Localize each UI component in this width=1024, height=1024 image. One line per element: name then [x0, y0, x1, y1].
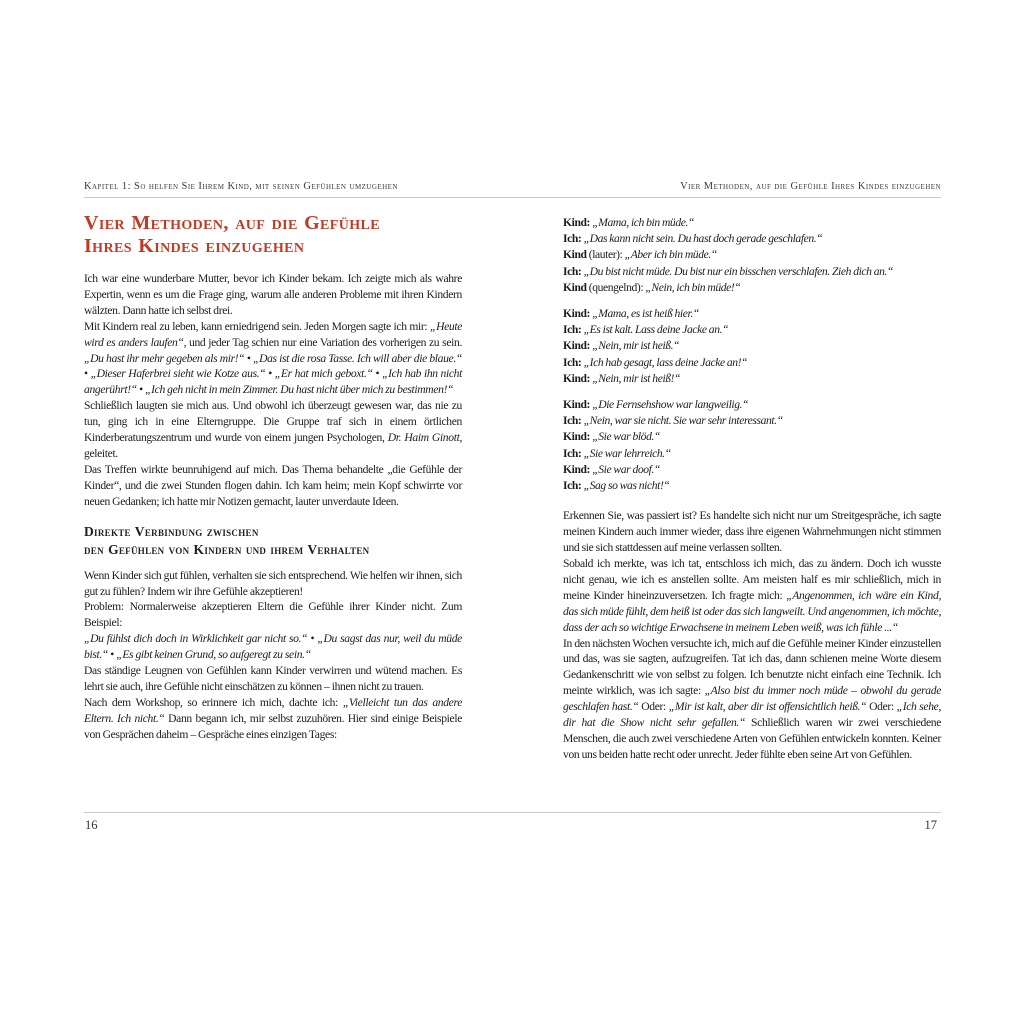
dialogue-line: Kind (lauter): „Aber ich bin müde.“ [563, 248, 717, 262]
body-paragraph: Mit Kindern real zu leben, kann erniedrigend sein. Jeden Morgen sagte ich mir: „Heute wird es anders laufen“, und jeder Tag schien nur eine Variation des vorherigen zu sein. „Du hast ihr mehr gegeben als mir!“ • „Das ist die rosa Tasse. Ich will aber die blaue.“ • „Dieser Haferbrei sieht wie Kotze aus.“ • „Er hat mich geboxt.“ • „Ich hab ihn nicht angerührt!“ • „Ich geh nicht in mein Zimmer. Du hast nicht über mich zu bestimmen!“ [84, 319, 462, 397]
running-header-row [84, 181, 941, 192]
section-subheading-line-2: den Gefühlen von Kindern und ihrem Verhalten [84, 542, 370, 558]
body-paragraph: Problem: Normalerweise akzeptieren Eltern die Gefühle ihrer Kinder nicht. Zum Beispiel: [84, 600, 462, 630]
dialogue-block [563, 306, 941, 387]
header-rule [84, 197, 941, 198]
body-paragraph: Wenn Kinder sich gut fühlen, verhalten sie sich entsprechend. Wie helfen wir ihnen, sich gut zu fühlen? Indem wir ihre Gefühle akzeptieren! [84, 568, 462, 598]
body-paragraph: „Du fühlst dich doch in Wirklichkeit gar nicht so.“ • „Du sagst das nur, weil du müde bist.“ • „Es gibt keinen Grund, so aufgeregt zu sein.“ [84, 632, 462, 662]
dialogue-block [563, 397, 941, 494]
running-header-left: Kapitel 1: So helfen Sie Ihrem Kind, mit seinen Gefühlen umzugehen [84, 181, 398, 192]
dialogue-line: Ich: „Du bist nicht müde. Du bist nur ein bisschen verschlafen. Zieh dich an.“ [563, 264, 894, 278]
dialogue-line: Ich: „Es ist kalt. Lass deine Jacke an.“ [563, 323, 729, 337]
dialogue-line: Ich: „Ich hab gesagt, lass deine Jacke an!“ [563, 355, 748, 369]
body-paragraph: Das ständige Leugnen von Gefühlen kann Kinder verwirren und wütend machen. Es lehrt sie auch, ihre Gefühle nicht einschätzen zu können – ihnen nicht zu trauen. [84, 664, 462, 693]
body-paragraph: Erkennen Sie, was passiert ist? Es handelte sich nicht nur um Streitgespräche, ich sagte meinen Kindern auch immer wieder, dass ihre eigenen Wahrnehmungen nicht stimmen und sie sich stattdessen auf meine verlassen sollten. [563, 509, 941, 555]
page-number-right: 17 [924, 818, 937, 832]
body-paragraph: Nach dem Workshop, so erinnere ich mich, dachte ich: „Vielleicht tun das andere Eltern. Ich nicht.“ Dann begann ich, mir selbst zuzuhören. Hier sind einige Beispiele von Gesprächen daheim – Gespräche eines einzigen Tages: [84, 695, 462, 741]
dialogue-line: Ich: „Das kann nicht sein. Du hast doch gerade geschlafen.“ [563, 232, 823, 246]
dialogue-line: Kind: „Sie war blöd.“ [563, 430, 661, 444]
dialogue-line: Kind (quengelnd): „Nein, ich bin müde!“ [563, 280, 741, 294]
dialogue-line: Ich: „Sie war lehrreich.“ [563, 446, 671, 460]
dialogue-line: Kind: „Mama, es ist heiß hier.“ [563, 307, 699, 321]
dialogue-block [563, 215, 941, 296]
footer-rule [84, 812, 941, 813]
right-page-paragraphs [563, 508, 941, 763]
body-paragraph: In den nächsten Wochen versuchte ich, mich auf die Gefühle meiner Kinder einzustellen und das, was sie sagten, aufzugreifen. Tat ich das, dann schienen meine Worte diesem Gedankenschritt wie von selbst zu folgen. Ich benutzte nicht einfach eine Technik. Ich meinte wirklich, was ich sagte: „Also bist du immer noch müde – obwohl du gerade geschlafen hast.“ Oder: „Mir ist kalt, aber dir ist offensichtlich heiß.“ Oder: „Ich sehe, dir hat die Show nicht sehr gefallen.“ Schließlich waren wir zwei verschiedene Menschen, die auch zwei verschiedene Arten von Gefühlen entwickeln konnten. Keiner von uns beiden hatte recht oder unrecht. Jeder fühlte eben seine Art von Gefühlen. [563, 636, 942, 761]
body-paragraph: Ich war eine wunderbare Mutter, bevor ich Kinder bekam. Ich zeigte mich als wahre Expertin, wenn es um die Frage ging, warum alle anderen Probleme mit ihren Kindern wälzten. Dann hatte ich selbst drei. [84, 272, 462, 317]
chapter-title [84, 212, 462, 258]
body-paragraph: Sobald ich merkte, was ich tat, entschloss ich mich, das zu ändern. Doch ich wusste nicht genau, wie ich es anstellen sollte. Am meisten half es mir schließlich, mich in meine Kinder hineinzuversetzen. Ich fragte mich: „Angenommen, ich wäre ein Kind, das sich müde fühlt, dem heiß ist oder das sich langweilt. Und angenommen, ich möchte, dass der ach so wichtige Erwachsene in meinem Leben weiß, was ich fühle ...“ [563, 556, 941, 634]
right-page-column [563, 212, 941, 763]
dialogue-line: Kind: „Mama, ich bin müde.“ [563, 216, 695, 229]
dialogue-line: Kind: „Die Fernsehshow war langweilig.“ [563, 398, 749, 412]
page-number-left: 16 [85, 818, 98, 832]
running-header-right: Vier Methoden, auf die Gefühle Ihres Kindes einzugehen [680, 181, 941, 192]
dialogue-line: Kind: „Nein, mir ist heiß!“ [563, 371, 681, 385]
left-page-column [84, 212, 462, 743]
section-subheading [84, 523, 462, 560]
body-paragraph: Schließlich laugten sie mich aus. Und obwohl ich überzeugt gewesen war, das nie zu tun, ging ich in eine Elterngruppe. Die Gruppe traf sich in einem örtlichen Kinderberatungszentrum und wurde von einem jungen Psychologen, Dr. Haim Ginott, geleitet. [84, 399, 462, 460]
dialogue-line: Ich: „Nein, war sie nicht. Sie war sehr interessant.“ [563, 414, 783, 428]
chapter-title-line-1: Vier Methoden, auf die Gefühle [84, 212, 381, 234]
chapter-title-line-2: Ihres Kindes einzugehen [84, 235, 305, 257]
dialogue-line: Ich: „Sag so was nicht!“ [563, 479, 670, 493]
section-subheading-line-1: Direkte Verbindung zwischen [84, 523, 259, 539]
body-paragraph: Das Treffen wirkte beunruhigend auf mich. Das Thema behandelte „die Gefühle der Kinder“, und die zwei Stunden flogen dahin. Ich kam heim; mein Kopf schwirrte vor neuen Gedanken; ich hatte mir Notizen gemacht, lauter unverdaute Ideen. [84, 462, 462, 508]
dialogue-line: Kind: „Sie war doof.“ [563, 462, 661, 476]
dialogue-line: Kind: „Nein, mir ist heiß.“ [563, 339, 680, 353]
